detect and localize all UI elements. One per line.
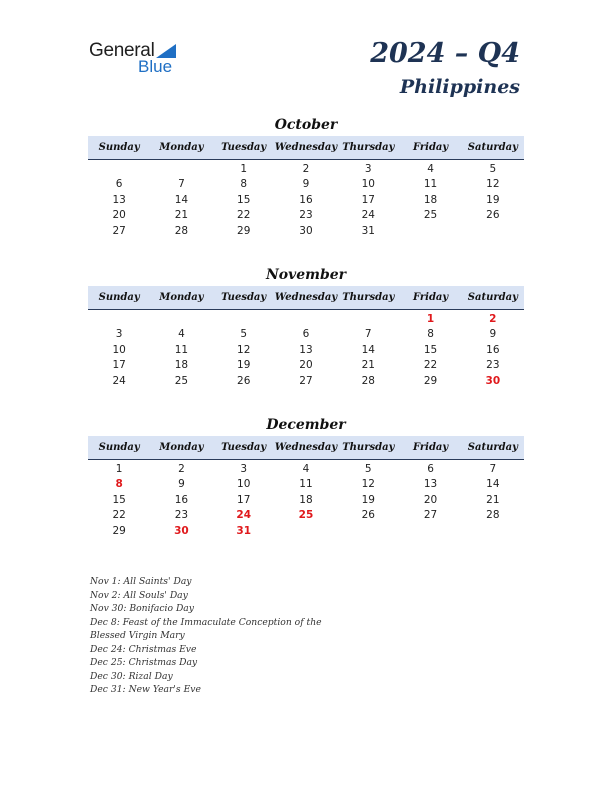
day-cell bbox=[399, 224, 461, 239]
day-cell bbox=[337, 524, 399, 539]
weekday-label: Friday bbox=[412, 292, 449, 303]
day-cell: 13 bbox=[423, 478, 438, 491]
day-cell: 20 bbox=[112, 209, 126, 222]
day-cell: 2 bbox=[302, 163, 310, 175]
day-cell: 29 bbox=[423, 374, 438, 387]
day-cell: 31 bbox=[361, 224, 375, 237]
week-row bbox=[88, 493, 524, 508]
day-cell: 21 bbox=[174, 209, 189, 222]
week-row bbox=[88, 508, 524, 523]
day-cell: 17 bbox=[361, 193, 375, 206]
day-cell: 8 bbox=[240, 178, 248, 191]
weekday-header bbox=[88, 286, 524, 310]
weekday-label: Wednesday bbox=[274, 442, 338, 453]
day-cell: 28 bbox=[486, 509, 500, 522]
day-cell bbox=[88, 312, 150, 327]
weekday-label: Wednesday bbox=[274, 292, 338, 303]
day-cell: 18 bbox=[174, 359, 189, 372]
day-cell: 29 bbox=[237, 224, 251, 237]
holiday-note: Dec 8: Feast of the Immaculate Conception of the bbox=[90, 616, 322, 628]
day-cell: 6 bbox=[427, 463, 434, 475]
week-row bbox=[88, 208, 524, 223]
day-cell: 22 bbox=[112, 509, 126, 522]
day-cell: 12 bbox=[486, 178, 500, 191]
day-cell: 18 bbox=[423, 193, 438, 206]
holiday-note: Nov 1: All Saints' Day bbox=[90, 576, 192, 587]
holiday-note: Dec 30: Rizal Day bbox=[90, 670, 173, 682]
day-cell: 11 bbox=[174, 343, 189, 356]
weeks-grid bbox=[88, 310, 524, 389]
day-cell bbox=[275, 312, 337, 327]
day-cell bbox=[213, 312, 275, 327]
weekday-label: Saturday bbox=[467, 142, 518, 153]
day-cell: 12 bbox=[361, 478, 375, 491]
country-name: Philippines bbox=[399, 76, 520, 98]
holiday-day-cell: 1 bbox=[426, 313, 435, 325]
month-november bbox=[88, 266, 524, 389]
month-title: November bbox=[265, 267, 347, 283]
day-cell: 19 bbox=[361, 493, 375, 506]
day-cell: 15 bbox=[237, 193, 251, 206]
day-cell: 16 bbox=[174, 493, 189, 506]
week-row bbox=[88, 374, 524, 389]
holiday-day-cell: 30 bbox=[485, 374, 501, 387]
weekday-label: Thursday bbox=[342, 292, 395, 303]
day-cell: 5 bbox=[364, 463, 372, 475]
holiday-note: Dec 25: Christmas Day bbox=[90, 657, 198, 668]
day-cell: 14 bbox=[486, 478, 500, 491]
day-cell bbox=[337, 312, 399, 327]
day-cell: 12 bbox=[237, 343, 251, 356]
day-cell bbox=[399, 524, 461, 539]
weekday-label: Monday bbox=[159, 292, 204, 303]
week-row bbox=[88, 162, 524, 177]
weekday-label: Monday bbox=[159, 442, 204, 453]
weekday-header bbox=[88, 436, 524, 460]
logo-triangle-icon bbox=[156, 44, 176, 58]
week-row bbox=[88, 477, 524, 492]
day-cell: 22 bbox=[237, 209, 251, 222]
holiday-note: Dec 31: New Year's Eve bbox=[90, 684, 201, 695]
holiday-day-cell: 8 bbox=[115, 478, 123, 491]
day-cell: 18 bbox=[299, 493, 313, 506]
weekday-label: Monday bbox=[159, 142, 204, 153]
holiday-day-cell: 30 bbox=[174, 524, 189, 537]
logo-blue-text: Blue bbox=[138, 57, 173, 76]
weekday-header bbox=[88, 136, 524, 160]
day-cell: 1 bbox=[115, 463, 123, 475]
day-cell: 21 bbox=[361, 359, 375, 372]
day-cell: 9 bbox=[489, 328, 497, 341]
day-cell: 13 bbox=[112, 193, 126, 206]
day-cell bbox=[462, 524, 524, 539]
holiday-day-cell: 24 bbox=[236, 509, 252, 522]
day-cell bbox=[462, 224, 524, 239]
day-cell: 26 bbox=[486, 209, 500, 222]
day-cell: 29 bbox=[112, 524, 126, 537]
month-october bbox=[88, 116, 524, 239]
weekday-label: Sunday bbox=[98, 292, 140, 303]
week-row bbox=[88, 462, 524, 477]
day-cell: 15 bbox=[112, 493, 126, 506]
day-cell: 30 bbox=[299, 224, 313, 237]
holiday-day-cell: 25 bbox=[298, 509, 314, 522]
day-cell: 6 bbox=[115, 178, 123, 191]
day-cell: 7 bbox=[489, 463, 497, 475]
day-cell: 14 bbox=[361, 343, 375, 356]
day-cell: 16 bbox=[299, 193, 313, 206]
day-cell: 7 bbox=[178, 178, 185, 191]
month-title: December bbox=[266, 417, 346, 433]
day-cell: 19 bbox=[486, 193, 500, 206]
weekday-label: Saturday bbox=[467, 292, 518, 303]
day-cell: 20 bbox=[299, 359, 313, 372]
day-cell: 19 bbox=[237, 359, 251, 372]
day-cell: 3 bbox=[240, 463, 248, 475]
week-row bbox=[88, 343, 524, 358]
weekday-label: Thursday bbox=[342, 442, 395, 453]
week-row bbox=[88, 193, 524, 208]
day-cell: 4 bbox=[178, 328, 185, 341]
day-cell: 20 bbox=[423, 493, 438, 506]
logo bbox=[89, 40, 199, 80]
day-cell bbox=[150, 162, 212, 177]
day-cell: 7 bbox=[364, 328, 372, 341]
day-cell: 28 bbox=[361, 374, 375, 387]
week-row bbox=[88, 177, 524, 192]
day-cell: 10 bbox=[361, 178, 375, 191]
day-cell: 2 bbox=[178, 463, 185, 475]
day-cell bbox=[275, 524, 337, 539]
day-cell: 11 bbox=[423, 178, 438, 191]
weekday-label: Tuesday bbox=[221, 442, 267, 453]
logo-general-text: General bbox=[89, 40, 155, 61]
day-cell: 9 bbox=[302, 178, 310, 191]
day-cell: 25 bbox=[174, 374, 189, 387]
day-cell bbox=[88, 162, 150, 177]
page-title: 2024 – Q4 bbox=[370, 38, 520, 69]
day-cell: 24 bbox=[361, 209, 375, 222]
day-cell: 14 bbox=[174, 193, 189, 206]
month-december bbox=[88, 416, 524, 539]
day-cell: 26 bbox=[237, 374, 251, 387]
day-cell: 5 bbox=[240, 328, 248, 341]
week-row bbox=[88, 358, 524, 373]
holiday-note: Nov 30: Bonifacio Day bbox=[90, 603, 194, 614]
day-cell: 27 bbox=[112, 224, 126, 237]
day-cell: 17 bbox=[112, 359, 126, 372]
week-row bbox=[88, 312, 524, 327]
week-row bbox=[88, 224, 524, 239]
day-cell: 26 bbox=[361, 509, 375, 522]
day-cell: 8 bbox=[427, 328, 434, 341]
holiday-note: Blessed Virgin Mary bbox=[90, 630, 185, 641]
weekday-label: Wednesday bbox=[274, 142, 338, 153]
day-cell: 27 bbox=[299, 374, 313, 387]
day-cell: 23 bbox=[486, 359, 500, 372]
day-cell: 15 bbox=[423, 343, 438, 356]
holiday-notes bbox=[90, 575, 420, 697]
holiday-day-cell: 31 bbox=[236, 524, 252, 537]
holiday-day-cell: 2 bbox=[489, 313, 497, 325]
day-cell: 23 bbox=[174, 509, 189, 522]
day-cell: 28 bbox=[174, 224, 189, 237]
day-cell: 23 bbox=[299, 209, 313, 222]
day-cell: 21 bbox=[486, 493, 500, 506]
day-cell: 10 bbox=[112, 343, 126, 356]
day-cell: 5 bbox=[489, 163, 497, 175]
holiday-note: Nov 2: All Souls' Day bbox=[90, 589, 188, 601]
weekday-label: Thursday bbox=[342, 142, 395, 153]
day-cell: 9 bbox=[178, 478, 185, 491]
week-row bbox=[88, 327, 524, 342]
day-cell: 24 bbox=[112, 374, 126, 387]
day-cell: 3 bbox=[364, 163, 372, 175]
day-cell: 11 bbox=[299, 478, 313, 491]
week-row bbox=[88, 524, 524, 539]
weekday-label: Sunday bbox=[98, 142, 140, 153]
day-cell: 4 bbox=[302, 463, 310, 475]
weeks-grid bbox=[88, 160, 524, 239]
day-cell: 13 bbox=[299, 343, 313, 356]
day-cell: 4 bbox=[427, 163, 434, 175]
holiday-note: Dec 24: Christmas Eve bbox=[90, 643, 197, 655]
weekday-label: Saturday bbox=[467, 442, 518, 453]
day-cell: 6 bbox=[302, 328, 310, 341]
day-cell: 25 bbox=[423, 209, 438, 222]
day-cell bbox=[150, 312, 212, 327]
weekday-label: Sunday bbox=[98, 442, 140, 453]
day-cell: 10 bbox=[237, 478, 251, 491]
weekday-label: Friday bbox=[412, 442, 449, 453]
day-cell: 27 bbox=[423, 509, 438, 522]
weekday-label: Tuesday bbox=[221, 142, 267, 153]
day-cell: 3 bbox=[115, 328, 123, 341]
weekday-label: Friday bbox=[412, 142, 449, 153]
day-cell: 1 bbox=[240, 163, 248, 175]
day-cell: 16 bbox=[486, 343, 500, 356]
weekday-label: Tuesday bbox=[221, 292, 267, 303]
day-cell: 22 bbox=[423, 359, 438, 372]
day-cell: 17 bbox=[237, 493, 251, 506]
month-title: October bbox=[274, 117, 338, 133]
weeks-grid bbox=[88, 460, 524, 539]
